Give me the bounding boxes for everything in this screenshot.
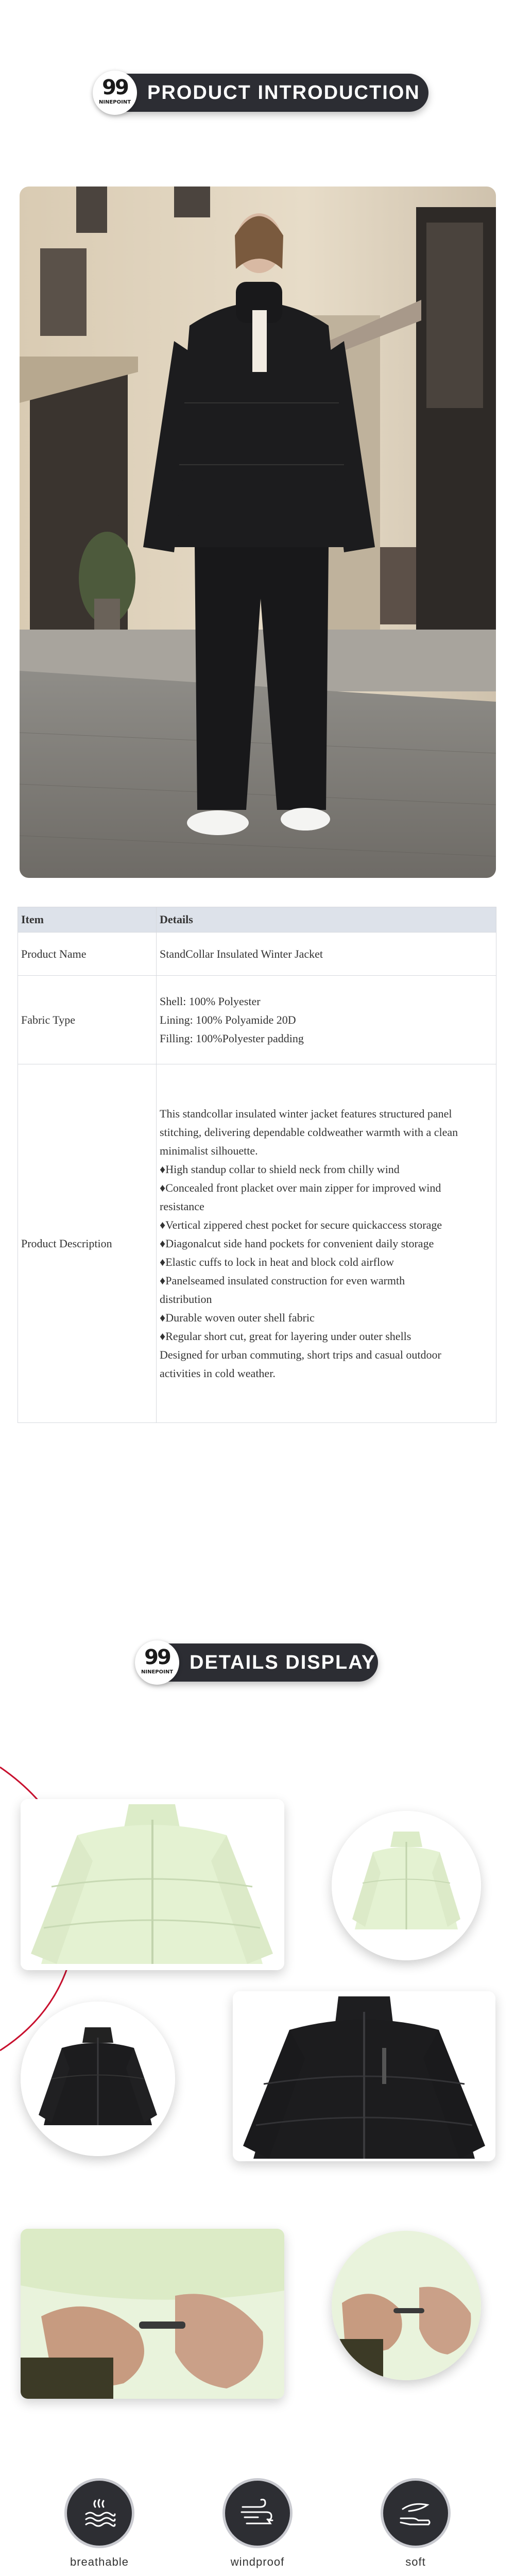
black-jacket-front-image — [233, 1991, 495, 2161]
black-jacket-circle-image — [21, 2002, 175, 2156]
detail-line: stitching, delivering dependable coldweather warmth with a clean — [160, 1125, 458, 1139]
logo-number: 99 — [144, 1646, 170, 1669]
row-item-product-description: Product Description — [18, 1064, 157, 1423]
feature-label: breathable — [70, 2555, 129, 2568]
detail-line: activities in cold weather. — [160, 1366, 276, 1380]
detail-line: Lining: 100% Polyamide 20D — [160, 1013, 296, 1026]
mint-jacket-circle-image — [332, 1811, 481, 1960]
detail-line: ♦Diagonalcut side hand pockets for convenient daily storage — [160, 1236, 434, 1250]
detail-line: Filling: 100%Polyester padding — [160, 1031, 304, 1045]
logo-text: NINEPOINT — [98, 99, 131, 105]
row-details-fabric-type — [157, 976, 496, 1064]
row-item-fabric-type: Fabric Type — [18, 976, 157, 1064]
feature-label: windproof — [230, 2555, 285, 2568]
feature-windproof — [219, 2478, 296, 2569]
mint-jacket-front-image — [21, 1799, 284, 1970]
feature-soft — [377, 2478, 454, 2569]
brand-logo — [135, 1640, 179, 1685]
detail-line: ♦Regular short cut, great for layering under outer shells — [160, 1329, 411, 1343]
details-title: DETAILS DISPLAY — [190, 1652, 376, 1673]
detail-line: minimalist silhouette. — [160, 1144, 258, 1157]
detail-line: distribution — [160, 1292, 212, 1306]
zipper-detail-circle-image — [332, 2231, 481, 2380]
zipper-detail-image — [21, 2229, 284, 2399]
detail-line: Shell: 100% Polyester — [160, 994, 261, 1008]
table-row — [18, 1064, 496, 1423]
detail-line: ♦Panelseamed insulated construction for even warmth — [160, 1274, 405, 1287]
detail-line: ♦High standup collar to shield neck from chilly wind — [160, 1162, 400, 1176]
detail-line: Designed for urban commuting, short trips and casual outdoor — [160, 1348, 441, 1361]
detail-line: ♦Durable woven outer shell fabric — [160, 1311, 315, 1324]
details-header — [138, 1643, 378, 1682]
feature-breathable — [61, 2478, 138, 2569]
wind-icon — [222, 2478, 293, 2548]
detail-line: ♦Elastic cuffs to lock in heat and block cold airflow — [160, 1255, 394, 1268]
brand-logo — [93, 71, 137, 115]
logo-number: 99 — [102, 76, 128, 99]
feature-label: soft — [405, 2555, 426, 2568]
intro-header — [96, 74, 428, 112]
detail-line: resistance — [160, 1199, 204, 1213]
detail-line: This standcollar insulated winter jacket features structured panel — [160, 1107, 452, 1120]
logo-text: NINEPOINT — [141, 1669, 174, 1675]
header-details: Details — [157, 907, 496, 933]
table-row — [18, 976, 496, 1064]
header-item: Item — [18, 907, 157, 933]
hero-photo — [20, 187, 496, 878]
table-header-row — [18, 907, 496, 933]
row-details-product-name — [157, 933, 496, 976]
waves-icon — [64, 2478, 134, 2548]
detail-line: StandCollar Insulated Winter Jacket — [160, 947, 323, 960]
feather-hand-icon — [381, 2478, 451, 2548]
row-item-product-name: Product Name — [18, 933, 157, 976]
spec-table — [18, 907, 496, 1423]
detail-line: ♦Concealed front placket over main zipper for improved wind — [160, 1181, 441, 1194]
intro-title: PRODUCT INTRODUCTION — [147, 82, 420, 104]
row-details-product-description — [157, 1064, 496, 1423]
table-row — [18, 933, 496, 976]
detail-line: ♦Vertical zippered chest pocket for secure quickaccess storage — [160, 1218, 442, 1231]
